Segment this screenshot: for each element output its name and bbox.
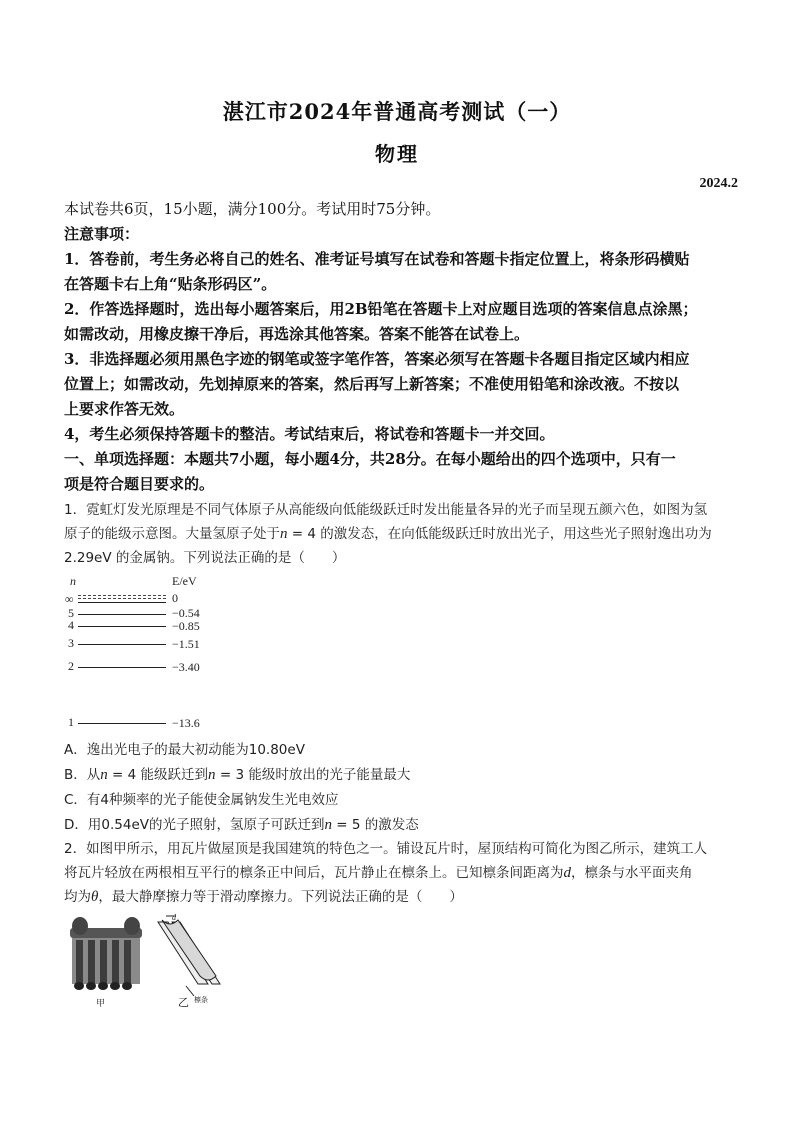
opt-text: = 3 能级时放出的光子能量最大: [215, 767, 411, 783]
q1-option-d: [64, 815, 740, 835]
exam-title: 湛江市2024年普通高考测试（一）: [222, 99, 572, 124]
notice-line: 在答题卡右上角“贴条形码区”。: [64, 275, 277, 293]
fig-label-purlin: 檩条: [194, 996, 208, 1004]
opt-text: B．从: [64, 767, 101, 783]
fig-label-jia: 甲: [96, 999, 106, 1009]
notice-line: 3．非选择题必须用黑色字迹的钢笔或签字笔作答，答案必须写在答题卡各题目指定区域内相应: [64, 350, 690, 368]
q2-text: 均为: [64, 889, 91, 905]
q1-stem-line3: 2.29eV 的金属钠。下列说法正确的是（ ）: [64, 550, 346, 566]
roof-tile-figure: [66, 914, 226, 1010]
notice-line: 2．作答选择题时，选出每小题答案后，用2B铅笔在答题卡上对应题目选项的答案信息点涂黑；: [64, 300, 698, 318]
level-e-label: −0.54: [172, 606, 200, 620]
level-e-label: −13.6: [172, 716, 200, 730]
q1-text: 原子的能级示意图。大量氢原子处于: [64, 526, 280, 542]
notice-line: 4，考生必须保持答题卡的整洁。考试结束后，将试卷和答题卡一并交回。: [64, 425, 555, 443]
q2-stem-line1: 2．如图甲所示，用瓦片做屋顶是我国建筑的特色之一。铺设瓦片时，屋顶结构可简化为图乙所示，建筑工人: [64, 841, 708, 857]
diagram-e-label: E/eV: [172, 574, 197, 588]
q2-text: ，檩条与水平面夹角: [571, 865, 693, 881]
level-n-label: 4: [68, 618, 74, 632]
fig-label-yi: 乙: [178, 996, 189, 1009]
q1-text: = 4 的激发态，在向低能级跃迁时放出光子，用这些光子照射逸出功为: [287, 526, 712, 542]
notice-line: 1．答卷前，考生务必将自己的姓名、准考证号填写在试卷和答题卡指定位置上，将条形码横贴: [64, 250, 690, 268]
q2-text: 将瓦片轻放在两根相互平行的檩条正中间后，瓦片静止在檩条上。已知檩条间距离为: [64, 865, 564, 881]
opt-text: = 5 的激发态: [332, 817, 419, 833]
notice-line: 如需改动，用橡皮擦干净后，再选涂其他答案。答案不能答在试卷上。: [64, 325, 530, 343]
level-line-dashed: [78, 595, 166, 596]
section-heading-cont: 项是符合题目要求的。: [64, 475, 215, 493]
level-n-label: ∞: [65, 592, 74, 606]
q2-var-d: d: [563, 865, 571, 881]
q2-stem-line2: [64, 863, 740, 883]
section-heading: 一、单项选择题：本题共7小题，每小题4分，共28分。在每小题给出的四个选项中，只有一: [64, 450, 676, 468]
level-n-label: 3: [68, 636, 74, 650]
q2-var-theta: θ: [91, 889, 99, 905]
opt-text: D．用0.54eV的光子照射，氢原子可跃迁到: [64, 817, 325, 833]
q1-var-n: n: [280, 526, 288, 542]
level-line-2: [78, 667, 166, 668]
notice-line: 位置上；如需改动，先划掉原来的答案，然后再写上新答案；不准使用铅笔和涂改液。不按以: [64, 375, 680, 393]
q1-stem-line2: [64, 524, 740, 544]
roof-photo-sketch: [70, 917, 142, 990]
opt-var-n: n: [208, 767, 216, 783]
level-e-label: −1.51: [172, 637, 200, 651]
level-n-label: 1: [68, 715, 74, 729]
level-line-5: [78, 614, 166, 615]
level-line-3: [78, 644, 166, 645]
level-line-inf: [78, 602, 166, 603]
level-n-label: 5: [68, 606, 74, 620]
level-e-label: −3.40: [172, 660, 200, 674]
q1-option-a: A．逸出光电子的最大初动能为10.80eV: [64, 742, 305, 758]
level-e-label: 0: [172, 591, 178, 605]
subject-title: 物理: [375, 142, 419, 166]
q2-stem-line3: [64, 887, 740, 907]
fig-label-d: d: [172, 914, 176, 922]
q1-option-c: C．有4种频率的光子能使金属钠发生光电效应: [64, 792, 339, 808]
purlin-sketch: [158, 916, 220, 996]
level-e-label: −0.85: [172, 619, 200, 633]
roof-tile-illustration: [66, 914, 226, 1010]
diagram-n-label: n: [70, 574, 76, 588]
exam-date: 2024.2: [699, 176, 738, 191]
energy-level-diagram: [62, 574, 232, 734]
opt-var-n: n: [100, 767, 108, 783]
notice-line: 上要求作答无效。: [64, 400, 185, 418]
q2-text: ，最大静摩擦力等于滑动摩擦力。下列说法正确的是（ ）: [98, 889, 463, 905]
intro-text: 本试卷共6页，15小题，满分100分。考试用时75分钟。: [64, 200, 441, 218]
level-line-1: [78, 723, 166, 724]
level-n-label: 2: [68, 659, 74, 673]
q1-stem-line1: 1．霓虹灯发光原理是不同气体原子从高能级向低能级跃迁时发出能量各异的光子而呈现五颜六色，如图为氢: [64, 502, 708, 518]
notice-heading: 注意事项：: [64, 225, 140, 243]
opt-text: = 4 能级跃迁到: [107, 767, 209, 783]
level-line-4: [78, 626, 166, 627]
level-line-dashed: [78, 598, 166, 599]
opt-var-n: n: [324, 817, 332, 833]
q1-option-b: [64, 765, 740, 785]
